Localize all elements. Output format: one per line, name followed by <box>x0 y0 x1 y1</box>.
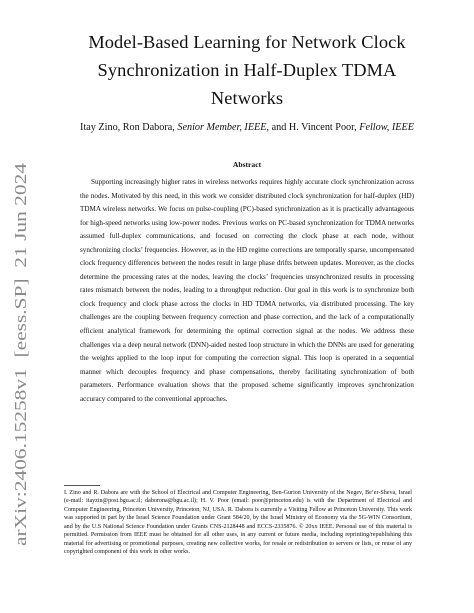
arxiv-side-stamp <box>0 0 38 613</box>
paper-title <box>80 28 414 112</box>
title-line: Model-Based Learning for Network Clock <box>88 32 406 52</box>
author-list <box>60 122 434 133</box>
arxiv-identifier-text: arXiv:2406.15258v1 [eess.SP] 21 Jun 2024 <box>11 238 30 546</box>
author-affiliation-footnote: I. Zino and R. Dabora are with the School of Electrical and Computer Engineering, Ben-Gurion University of the Negev, Be’er-Sheva, Israel (e-mail: itayzin@post.bgu.ac.il; daborona@bgu.ac.il); H. V. Poor (email: poor@princeton.edu) is with the Department of Electrical and Computer Engineering, Princeton University, Princeton, NJ, USA. R. Dabora is currently a Visiting Fellow at Princeton University. This work was supported in part by the Israel Science Foundation under Grant 584/20, by the Israel Ministry of Economy via the 5G-WIN Consortium, and by the U.S National Science Foundation under Grants CNS-2128448 and ECCS-2335876. © 20xx IEEE. Personal use of this material is permitted. Permission from IEEE must be obtained for all other uses, in any current or future media, including reprinting/republishing this material for advertising or promotional purposes, creating new collective works, for resale or redistribution to servers or lists, or reuse of any copyrighted component of this work in other works. <box>64 490 412 556</box>
author-names: Itay Zino, Ron Dabora, <box>80 122 178 133</box>
author-membership: Fellow, IEEE <box>359 122 414 133</box>
footnote-divider <box>64 485 100 486</box>
abstract-heading: Abstract <box>232 160 262 169</box>
title-line: Synchronization in Half-Duplex TDMA <box>97 60 397 80</box>
author-names: , and H. Vincent Poor, <box>266 122 360 133</box>
abstract-text: Supporting increasingly higher rates in wireless networks requires highly accurate clock synchronization across the nodes. Motivated by this need, in this work we consider distributed clock synchronization for half-duplex (HD) TDMA wireless networks. We focus on pulse-coupling (PC)-based synchronization as it is practically advantageous for high-speed networks using low-power nodes. Previous works on PC-based synchronization for TDMA networks assumed full-duplex communications, and focused on correcting the clock phase at each node, without synchronizing clocks’ frequencies. However, as in the HD regime corrections are temporally sparse, uncompensated clock frequency differences between the nodes result in large phase drifts between updates. Moreover, as the clocks determine the processing rates at the nodes, leaving the clocks’ frequencies unsynchronized results in processing rates mismatch between the nodes, leading to a throughput reduction. Our goal in this work is to synchronize both clock frequency and clock phase across the clocks in HD TDMA networks, via distributed processing. The key challenges are the coupling between frequency correction and phase correction, and the lack of a computationally efficient analytical framework for determining the optimal correction signal at the nodes. We address these challenges via a deep neural network (DNN)-aided nested loop structure in which the DNNs are used for generating the weights applied to the loop input for computing the correction signal. This loop is operated in a sequential manner which decouples frequency and phase compensations, thereby facilitating synchronization of both parameters. Performance evaluation shows that the proposed scheme significantly improves synchronization accuracy compared to the conventional approaches. <box>80 178 414 403</box>
paper-page <box>80 28 414 406</box>
title-line: Networks <box>210 88 284 108</box>
author-membership: Senior Member, IEEE <box>177 122 267 133</box>
